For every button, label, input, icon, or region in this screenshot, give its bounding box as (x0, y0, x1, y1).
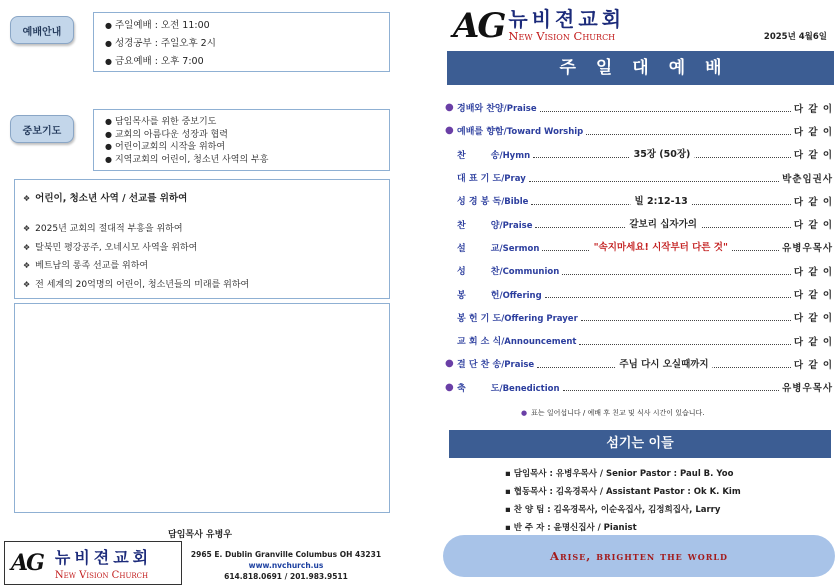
church-name-english: New Vision Church (54, 570, 149, 581)
intercession-label: 중보기도 (10, 115, 74, 143)
order-item-detail: 35장 (50장) (630, 146, 695, 160)
worship-info-box (93, 12, 390, 72)
order-row (445, 166, 833, 189)
list-item: ● 주일예배 : 오전 11:00 (105, 20, 210, 31)
dotted-leader (545, 290, 791, 298)
order-item-leader: 다 같 이 (793, 126, 833, 138)
ag-logo-icon: AG (453, 6, 505, 46)
list-item: ❖ 2025년 교회의 절대적 부흥을 위하여 (23, 224, 183, 234)
list-item: ❖ 전 세계의 20억명의 어린이, 청소년들의 미래를 위하여 (23, 279, 250, 290)
order-item-leader: 다 같 이 (793, 290, 833, 302)
bullet-icon: ● (105, 21, 112, 30)
dotted-leader (535, 219, 790, 231)
list-item: ● 성경공부 : 주일오후 2시 (105, 38, 216, 49)
order-item-label: 축 도/Benediction (457, 383, 560, 394)
list-item: ▪ 찬 양 팀 : 김옥경목사, 이순옥집사, 김정희집사, Larry (505, 505, 721, 515)
list-item: ❖ 탈북민 평강공주, 오네시모 사역을 위하여 (23, 242, 198, 253)
bullet-icon: ● (105, 154, 112, 164)
bulletin-date: 2025년 4월6일 (763, 32, 827, 42)
order-item-leader: 다 같 이 (793, 359, 833, 371)
ag-logo-icon: AG (11, 550, 43, 576)
bullet-icon: ● (105, 117, 112, 126)
diamond-bullet-icon: ❖ (23, 242, 31, 252)
order-item-label: 찬 양/Praise (457, 220, 533, 231)
order-item-label: 경배와 찬양/Praise (457, 104, 537, 115)
order-item-detail: 빌 2:12-13 (631, 193, 692, 207)
bullet-icon: ● (521, 409, 528, 417)
order-row (445, 143, 833, 166)
church-name-korean: 뉴비젼교회 (54, 548, 153, 567)
church-website-link[interactable]: www.nvchurch.us (248, 561, 324, 570)
dotted-leader (529, 174, 779, 182)
worship-info-section (10, 12, 390, 72)
dotted-leader (531, 197, 790, 205)
church-name-korean: 뉴비젼교회 (508, 7, 626, 31)
bullet-icon: ● (105, 39, 112, 48)
worship-info-label: 예배안내 (10, 16, 74, 44)
order-row (445, 119, 833, 142)
order-item-leader: 다 같 이 (793, 313, 833, 325)
order-item-leader: 다 같 이 (793, 220, 833, 232)
order-item-leader: 유병우목사 (782, 383, 833, 395)
dotted-leader (579, 337, 790, 345)
order-item-label: 교 회 소 식/Announcement (457, 337, 577, 348)
bullet-icon: ● (445, 102, 454, 114)
order-item-label: 결 단 찬 송/Praise (457, 360, 535, 371)
header-logo (453, 6, 625, 46)
prayer-topics-title: ❖ 어린이, 청소년 사역 / 선교를 위하여 (23, 193, 188, 204)
order-item-detail: 갈보리 십자가의 (625, 216, 701, 230)
service-title-banner: 주일대예배 (447, 51, 834, 85)
order-row (445, 329, 833, 352)
notes-box (14, 303, 390, 513)
order-row (445, 189, 833, 212)
order-row (445, 376, 833, 399)
church-address: 2965 E. Dublin Granville Columbus OH 43231 (190, 550, 382, 559)
standing-note: ● 표는 일어섭니다 / 예배 후 친교 및 식사 시간이 있습니다. (521, 409, 705, 417)
list-item: ● 어린이교회의 시작을 위하여 (105, 142, 226, 152)
bullet-icon: ● (445, 125, 454, 137)
bullet-icon: ● (105, 142, 112, 151)
list-item: ● 지역교회의 어린이, 청소년 사역의 부흥 (105, 154, 269, 165)
prayer-topics-box (14, 179, 390, 299)
footer-logo (4, 541, 182, 585)
list-item: ▪ 협동목사 : 김옥경목사 / Assistant Pastor : Ok K. Kim (505, 487, 741, 497)
order-item-leader: 다 같 이 (793, 196, 833, 208)
order-row (445, 352, 833, 375)
dotted-leader (540, 104, 791, 112)
list-item: ▪ 반 주 자 : 윤명신집사 / Pianist (505, 523, 637, 533)
motto-banner: Arise, brighten the world (443, 535, 835, 577)
bullet-icon: ● (445, 381, 454, 393)
diamond-bullet-icon: ❖ (23, 261, 31, 270)
servers-title-banner: 섬기는 이들 (449, 430, 831, 458)
diamond-bullet-icon: ❖ (23, 194, 31, 203)
order-item-leader: 다 같 이 (793, 266, 833, 278)
order-item-leader: 유병우목사 (782, 243, 833, 255)
dotted-leader (563, 383, 780, 391)
order-item-label: 찬 송/Hymn (457, 150, 531, 161)
list-item: ▪ 담임목사 : 유병우목사 / Senior Pastor : Paul B. Yoo (505, 469, 734, 479)
dotted-leader (537, 360, 791, 368)
dotted-leader (562, 267, 791, 275)
church-contact (186, 549, 386, 582)
list-item: ● 담임목사를 위한 중보기도 (105, 117, 217, 127)
order-row (445, 282, 833, 305)
order-row (445, 306, 833, 329)
order-item-leader: 다 같 이 (793, 336, 833, 348)
order-item-label: 성 찬/Communion (457, 267, 560, 278)
order-of-service (445, 96, 833, 399)
order-item-leader: 다 같 이 (793, 103, 833, 115)
list-item: ❖ 베트남의 롱족 선교를 위하여 (23, 261, 149, 271)
order-row (445, 212, 833, 235)
order-item-label: 성 경 봉 독/Bible (457, 197, 529, 208)
bullet-icon: ● (445, 358, 454, 370)
order-item-leader: 다 같 이 (793, 150, 833, 162)
order-item-label: 대 표 기 도/Pray (457, 174, 526, 185)
dotted-leader (586, 127, 791, 135)
bullet-icon: ● (105, 57, 112, 66)
list-item: ● 교회의 아름다운 성장과 협력 (105, 129, 228, 140)
diamond-bullet-icon: ❖ (23, 279, 31, 289)
order-item-label: 설 교/Sermon (457, 243, 540, 254)
order-item-label: 봉 헌/Offering (457, 290, 542, 301)
dotted-leader (542, 242, 779, 254)
intercession-box (93, 109, 390, 171)
sermon-title: "속지마세요! 시작부터 다른 것" (590, 239, 732, 253)
diamond-bullet-icon: ❖ (23, 224, 31, 233)
order-item-detail: 주님 다시 오실때까지 (615, 356, 712, 370)
servers-list (505, 465, 741, 537)
intercession-section (10, 109, 390, 171)
bullet-icon: ● (105, 129, 112, 139)
left-page (0, 0, 400, 588)
right-page (443, 0, 835, 588)
order-item-leader: 박춘임권사 (782, 173, 833, 185)
list-item: ● 금요예배 : 오후 7:00 (105, 56, 204, 67)
dotted-leader (581, 313, 791, 321)
church-name-english: New Vision Church (508, 29, 616, 43)
church-phone: 614.818.0691 / 201.983.9511 (224, 572, 348, 581)
dotted-leader (533, 149, 791, 161)
order-row (445, 96, 833, 119)
order-item-label: 예배를 향함/Toward Worship (457, 127, 584, 138)
order-row (445, 236, 833, 259)
order-row (445, 259, 833, 282)
order-item-label: 봉 헌 기 도/Offering Prayer (457, 313, 578, 324)
signature: 담임목사 유병우 (168, 530, 232, 540)
